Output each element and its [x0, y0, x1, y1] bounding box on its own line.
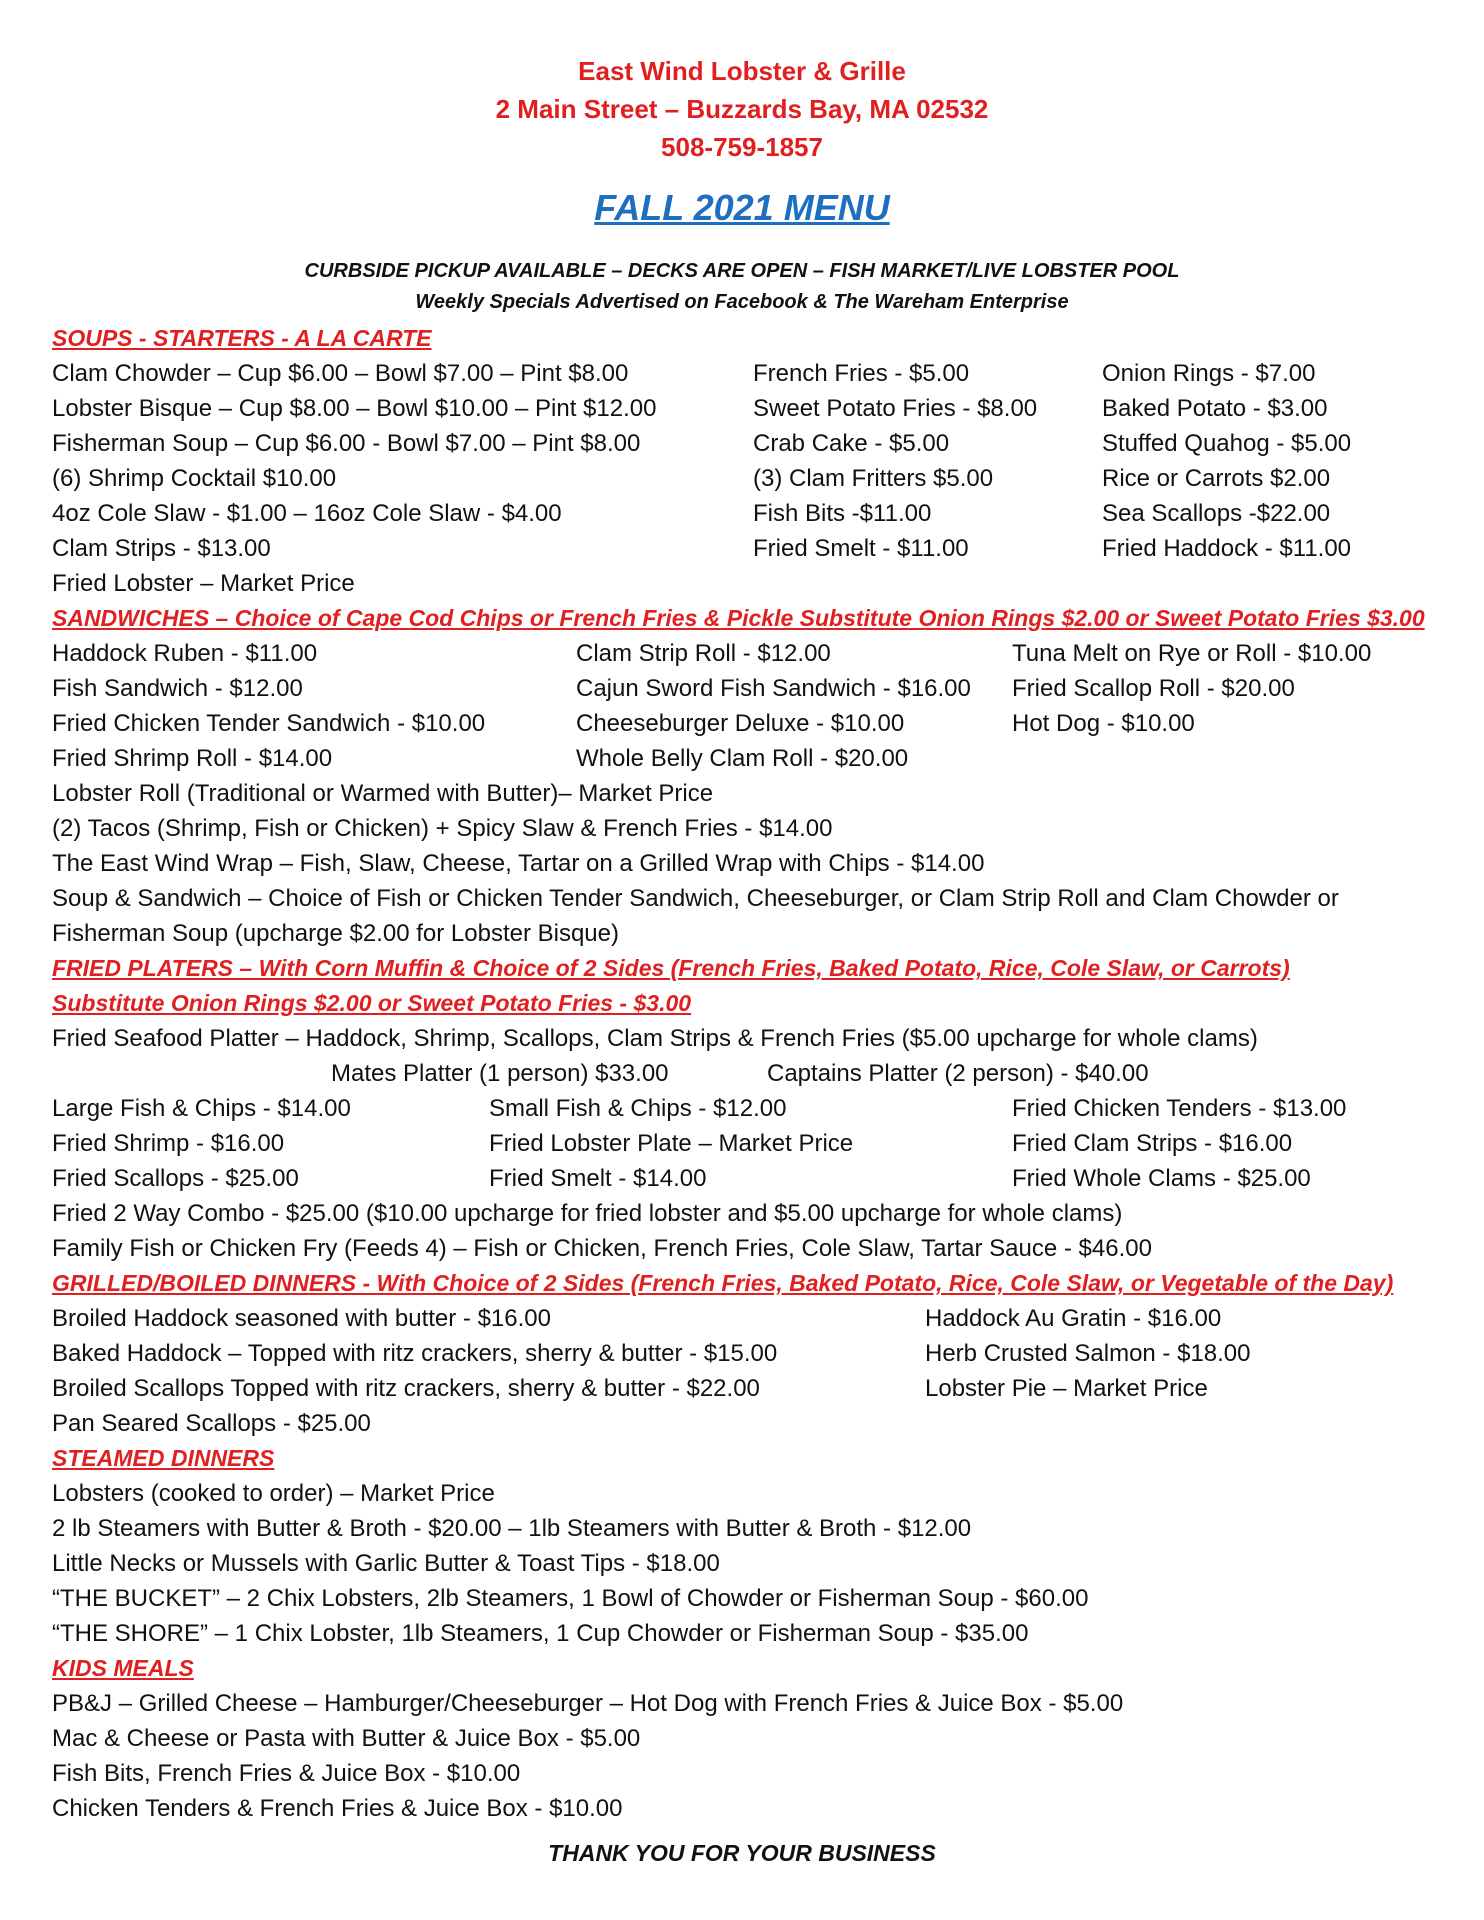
list-item: Mates Platter (1 person) $33.00 Captains Platter (2 person) - $40.00	[331, 1060, 1149, 1087]
list-item: Baked Haddock – Topped with ritz crackers, sherry & butter - $15.00 Herb Crusted Salmon - $18.00	[52, 1340, 1251, 1367]
list-item: Family Fish or Chicken Fry (Feeds 4) – Fish or Chicken, French Fries, Cole Slaw, Tartar Sauce - $46.00	[52, 1235, 1152, 1262]
list-item: Large Fish & Chips - $14.00 Small Fish & Chips - $12.00 Fried Chicken Tenders - $13.00	[52, 1095, 1347, 1122]
list-item: The East Wind Wrap – Fish, Slaw, Cheese, Tartar on a Grilled Wrap with Chips - $14.00	[52, 850, 985, 877]
section-heading-soups: SOUPS - STARTERS - A LA CARTE	[52, 325, 432, 351]
list-item: Lobster Bisque – Cup $8.00 – Bowl $10.00 – Pint $12.00 Sweet Potato Fries - $8.00 Baked Potato - $3.00	[52, 395, 1328, 422]
section-heading-grilled: GRILLED/BOILED DINNERS - With Choice of 2 Sides (French Fries, Baked Potato, Rice, Cole Slaw, or Vegetable of the Day)	[52, 1270, 1394, 1296]
list-item: Clam Strips - $13.00 Fried Smelt - $11.00 Fried Haddock - $11.00	[52, 535, 1352, 562]
list-item: Soup & Sandwich – Choice of Fish or Chicken Tender Sandwich, Cheeseburger, or Clam Strip Roll and Clam Chowder or	[52, 885, 1339, 912]
section-heading-kids: KIDS MEALS	[52, 1655, 194, 1681]
restaurant-name: East Wind Lobster & Grille	[578, 56, 906, 86]
list-item: Fisherman Soup (upcharge $2.00 for Lobster Bisque)	[52, 920, 619, 947]
restaurant-phone: 508-759-1857	[661, 132, 823, 162]
list-item: Broiled Scallops Topped with ritz crackers, sherry & butter - $22.00 Lobster Pie – Market Price	[52, 1375, 1208, 1402]
list-item: Fried 2 Way Combo - $25.00 ($10.00 upcharge for fried lobster and $5.00 upcharge for whole clams)	[52, 1200, 1123, 1227]
list-item: Pan Seared Scallops - $25.00	[52, 1410, 371, 1437]
list-item: PB&J – Grilled Cheese – Hamburger/Cheeseburger – Hot Dog with French Fries & Juice Box - $5.00	[52, 1690, 1124, 1717]
list-item: Chicken Tenders & French Fries & Juice Box - $10.00	[52, 1795, 623, 1822]
section-heading-fried: FRIED PLATERS – With Corn Muffin & Choice of 2 Sides (French Fries, Baked Potato, Rice, Cole Slaw, or Carrots)	[52, 955, 1290, 981]
specials-line: Weekly Specials Advertised on Facebook & The Wareham Enterprise	[415, 291, 1069, 313]
section-heading-sandwiches: SANDWICHES – Choice of Cape Cod Chips or French Fries & Pickle Substitute Onion Rings $2.00 or Sweet Potato Fries $3.00	[52, 605, 1425, 631]
list-item: Fried Shrimp Roll - $14.00 Whole Belly Clam Roll - $20.00	[52, 745, 909, 772]
list-item: Fish Sandwich - $12.00 Cajun Sword Fish Sandwich - $16.00 Fried Scallop Roll - $20.00	[52, 675, 1295, 702]
list-item: Lobsters (cooked to order) – Market Price	[52, 1480, 495, 1507]
notice-line: CURBSIDE PICKUP AVAILABLE – DECKS ARE OPEN – FISH MARKET/LIVE LOBSTER POOL	[304, 260, 1180, 282]
list-item: (6) Shrimp Cocktail $10.00 (3) Clam Fritters $5.00 Rice or Carrots $2.00	[52, 465, 1331, 492]
list-item: “THE BUCKET” – 2 Chix Lobsters, 2lb Steamers, 1 Bowl of Chowder or Fisherman Soup - $60.00	[52, 1585, 1089, 1612]
list-item: Fisherman Soup – Cup $6.00 - Bowl $7.00 – Pint $8.00 Crab Cake - $5.00 Stuffed Quahog - $5.00	[52, 430, 1352, 457]
restaurant-address: 2 Main Street – Buzzards Bay, MA 02532	[495, 94, 989, 124]
list-item: Haddock Ruben - $11.00 Clam Strip Roll - $12.00 Tuna Melt on Rye or Roll - $10.00	[52, 640, 1372, 667]
list-item: Mac & Cheese or Pasta with Butter & Juice Box - $5.00	[52, 1725, 641, 1752]
list-item: 4oz Cole Slaw - $1.00 – 16oz Cole Slaw - $4.00 Fish Bits -$11.00 Sea Scallops -$22.00	[52, 500, 1331, 527]
list-item: Fried Seafood Platter – Haddock, Shrimp, Scallops, Clam Strips & French Fries ($5.00 upcharge for whole clams)	[52, 1025, 1258, 1052]
thank-you-footer: THANK YOU FOR YOUR BUSINESS	[548, 1840, 936, 1866]
section-subheading-fried: Substitute Onion Rings $2.00 or Sweet Potato Fries - $3.00	[52, 990, 692, 1016]
section-heading-steamed: STEAMED DINNERS	[52, 1445, 275, 1471]
list-item: Little Necks or Mussels with Garlic Butter & Toast Tips - $18.00	[52, 1550, 720, 1577]
list-item: Broiled Haddock seasoned with butter - $16.00 Haddock Au Gratin - $16.00	[52, 1305, 1222, 1332]
list-item: “THE SHORE” – 1 Chix Lobster, 1lb Steamers, 1 Cup Chowder or Fisherman Soup - $35.00	[52, 1620, 1029, 1647]
list-item: 2 lb Steamers with Butter & Broth - $20.00 – 1lb Steamers with Butter & Broth - $12.00	[52, 1515, 972, 1542]
list-item: (2) Tacos (Shrimp, Fish or Chicken) + Spicy Slaw & French Fries - $14.00	[52, 815, 833, 842]
list-item: Fried Chicken Tender Sandwich - $10.00 Cheeseburger Deluxe - $10.00 Hot Dog - $10.00	[52, 710, 1195, 737]
list-item: Fried Lobster – Market Price	[52, 570, 355, 597]
list-item: Lobster Roll (Traditional or Warmed with Butter)– Market Price	[52, 780, 714, 807]
list-item: Fried Shrimp - $16.00 Fried Lobster Plate – Market Price Fried Clam Strips - $16.00	[52, 1130, 1293, 1157]
list-item: Fried Scallops - $25.00 Fried Smelt - $14.00 Fried Whole Clams - $25.00	[52, 1165, 1311, 1192]
list-item: Clam Chowder – Cup $6.00 – Bowl $7.00 – Pint $8.00 French Fries - $5.00 Onion Rings - $7.00	[52, 360, 1316, 387]
list-item: Fish Bits, French Fries & Juice Box - $10.00	[52, 1760, 521, 1787]
menu-title: FALL 2021 MENU	[594, 187, 890, 228]
